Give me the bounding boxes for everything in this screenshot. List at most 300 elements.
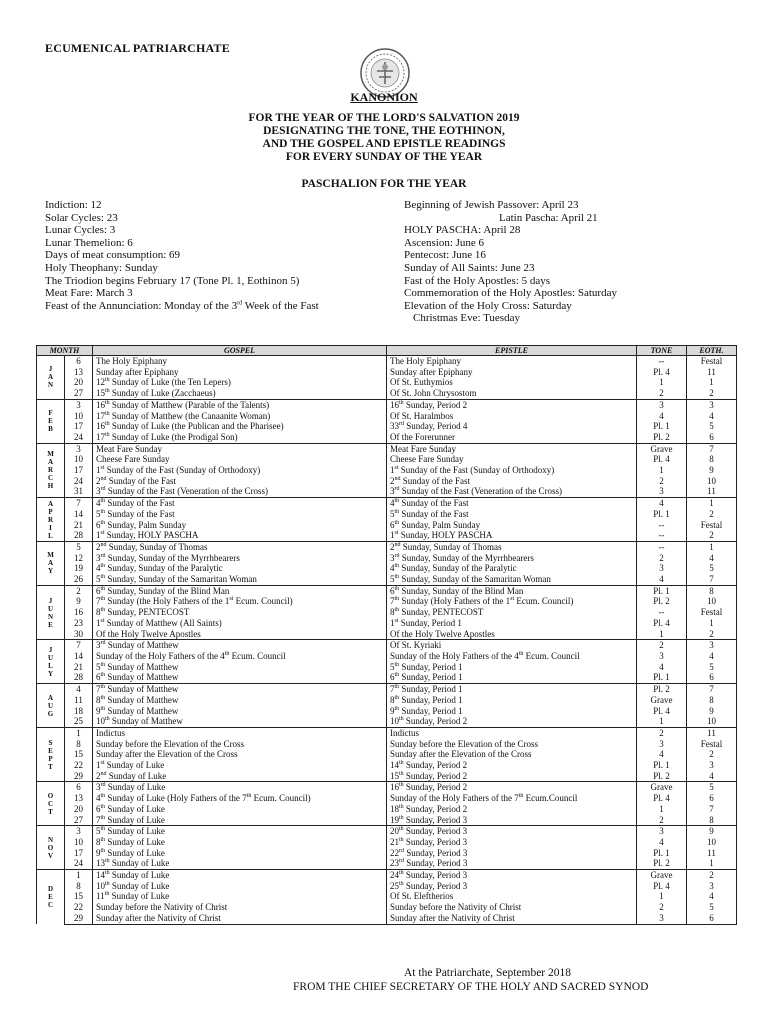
eothinon-cell: 7	[687, 443, 737, 454]
tone-cell: 1	[637, 377, 687, 388]
day-cell: 18	[65, 706, 93, 717]
table-row	[37, 706, 737, 717]
day-cell: 7	[65, 498, 93, 509]
month-letter: E	[48, 417, 53, 426]
day-cell: 29	[65, 771, 93, 782]
table-row	[37, 749, 737, 760]
day-cell: 20	[65, 804, 93, 815]
table-row	[37, 870, 737, 881]
day-cell: 26	[65, 574, 93, 585]
epistle-cell: 5th Sunday, Sunday of the Samaritan Woman	[387, 574, 637, 585]
gospel-cell: 16th Sunday of Matthew (Parable of the Talents)	[93, 399, 387, 410]
month-label	[37, 826, 65, 870]
gospel-cell: 6th Sunday of Luke	[93, 804, 387, 815]
table-row	[37, 672, 737, 683]
eothinon-cell: 5	[687, 902, 737, 913]
gospel-cell: 3rd Sunday of the Fast (Veneration of the Cross)	[93, 486, 387, 497]
gospel-cell: 5th Sunday of Matthew	[93, 662, 387, 673]
day-cell: 30	[65, 629, 93, 640]
eothinon-cell: 8	[687, 585, 737, 596]
table-row	[37, 530, 737, 541]
table-row	[37, 891, 737, 902]
table-row	[37, 585, 737, 596]
table-row	[37, 541, 737, 552]
month-letter: C	[47, 799, 54, 808]
tone-cell: 3	[637, 739, 687, 750]
table-row	[37, 563, 737, 574]
table-row	[37, 727, 737, 738]
gospel-cell: 9th Sunday of Luke	[93, 848, 387, 859]
month-letter: I	[49, 523, 52, 532]
month-letter: J	[48, 596, 53, 605]
epistle-cell: Indictus	[387, 727, 637, 738]
tone-cell: 1	[637, 629, 687, 640]
epistle-cell: 6th Sunday, Palm Sunday	[387, 520, 637, 531]
month-letter: N	[47, 612, 54, 621]
day-cell: 6	[65, 782, 93, 793]
month-letter: J	[48, 645, 53, 654]
paschalion-right-item: Christmas Eve: Tuesday	[413, 312, 520, 325]
month-group	[37, 585, 737, 640]
day-cell: 22	[65, 902, 93, 913]
day-cell: 3	[65, 399, 93, 410]
table-row	[37, 782, 737, 793]
epistle-cell: Of the Forerunner	[387, 432, 637, 443]
tone-cell: Pl. 1	[637, 421, 687, 432]
eothinon-cell: 4	[687, 411, 737, 422]
eothinon-cell: 11	[687, 848, 737, 859]
month-letter: C	[47, 901, 54, 910]
gospel-cell: Sunday of the Holy Fathers of the 4th Ecum. Council	[93, 651, 387, 662]
day-cell: 28	[65, 672, 93, 683]
tone-cell: 1	[637, 716, 687, 727]
epistle-cell: 3rd Sunday, Sunday of the Myrrhbearers	[387, 553, 637, 564]
epistle-cell: 5th Sunday of the Fast	[387, 509, 637, 520]
paschalion-left-item: The Triodion begins February 17 (Tone Pl. 1, Eothinon 5)	[45, 274, 300, 287]
eothinon-cell: 4	[687, 553, 737, 564]
tone-cell: Pl. 4	[637, 881, 687, 892]
paschalion-right-item: Ascension: June 6	[404, 236, 485, 249]
day-cell: 24	[65, 858, 93, 869]
month-group	[37, 443, 737, 498]
eothinon-cell: 5	[687, 421, 737, 432]
epistle-cell: Of St. Kyriaki	[387, 640, 637, 651]
eothinon-cell: 5	[687, 563, 737, 574]
tone-cell: Pl. 2	[637, 432, 687, 443]
month-group	[37, 826, 737, 870]
month-letter: J	[48, 365, 53, 374]
table-row	[37, 771, 737, 782]
column-header-gospel: GOSPEL	[93, 346, 387, 356]
table-row	[37, 902, 737, 913]
gospel-cell: 17th Sunday of Matthew (the Canaanite Woman)	[93, 411, 387, 422]
month-label	[37, 399, 65, 443]
tone-cell: --	[637, 520, 687, 531]
tone-cell: Pl. 4	[637, 793, 687, 804]
table-row	[37, 367, 737, 378]
eothinon-cell: 2	[687, 870, 737, 881]
day-cell: 11	[65, 695, 93, 706]
table-row	[37, 684, 737, 695]
document-subtitle	[0, 112, 768, 164]
day-cell: 15	[65, 891, 93, 902]
day-cell: 24	[65, 476, 93, 487]
epistle-cell: 22rd Sunday, Period 3	[387, 848, 637, 859]
epistle-cell: Of St. Euthymios	[387, 377, 637, 388]
epistle-cell: 7th Sunday, Period 1	[387, 684, 637, 695]
footer-signature-line: FROM THE CHIEF SECRETARY OF THE HOLY AND SACRED SYNOD	[293, 981, 649, 993]
day-cell: 31	[65, 486, 93, 497]
tone-cell: Pl. 4	[637, 618, 687, 629]
month-letter: V	[47, 851, 54, 860]
epistle-cell: Sunday of the Holy Fathers of the 4th Ecum. Council	[387, 651, 637, 662]
tone-cell: 3	[637, 913, 687, 924]
epistle-cell: 1st Sunday, HOLY PASCHA	[387, 530, 637, 541]
gospel-cell: Sunday before the Elevation of the Cross	[93, 739, 387, 750]
table-row	[37, 356, 737, 367]
tone-cell: 1	[637, 804, 687, 815]
tone-cell: --	[637, 607, 687, 618]
tone-cell: Grave	[637, 870, 687, 881]
tone-cell: 3	[637, 486, 687, 497]
tone-cell: Grave	[637, 695, 687, 706]
gospel-cell: 7th Sunday (the Holy Fathers of the 1st Ecum. Council)	[93, 596, 387, 607]
month-letter: M	[47, 551, 54, 560]
day-cell: 28	[65, 530, 93, 541]
month-group	[37, 727, 737, 782]
gospel-cell: Meat Fare Sunday	[93, 443, 387, 454]
month-letter: P	[48, 754, 53, 763]
footer-date: At the Patriarchate, September 2018	[404, 967, 572, 979]
tone-cell: Pl. 2	[637, 596, 687, 607]
month-group	[37, 870, 737, 925]
column-header-epistle: EPISTLE	[387, 346, 637, 356]
epistle-cell: 1st Sunday, Period 1	[387, 618, 637, 629]
gospel-cell: 3rd Sunday of Luke	[93, 782, 387, 793]
month-letter: T	[48, 807, 53, 816]
tone-cell: 3	[637, 826, 687, 837]
table-row	[37, 432, 737, 443]
table-row	[37, 793, 737, 804]
gospel-cell: 15th Sunday of Luke (Zacchaeus)	[93, 388, 387, 399]
gospel-cell: 8th Sunday of Luke	[93, 837, 387, 848]
day-cell: 25	[65, 716, 93, 727]
day-cell: 3	[65, 443, 93, 454]
tone-cell: 4	[637, 498, 687, 509]
tone-cell: 2	[637, 388, 687, 399]
table-row	[37, 837, 737, 848]
tone-cell: Pl. 4	[637, 454, 687, 465]
table-row	[37, 716, 737, 727]
eothinon-cell: 6	[687, 672, 737, 683]
eothinon-cell: 9	[687, 826, 737, 837]
tone-cell: Pl. 4	[637, 367, 687, 378]
tone-cell: --	[637, 530, 687, 541]
eothinon-cell: Festal	[687, 739, 737, 750]
gospel-cell: 7th Sunday of Luke	[93, 815, 387, 826]
table-row	[37, 520, 737, 531]
tone-cell: 1	[637, 465, 687, 476]
eothinon-cell: 1	[687, 541, 737, 552]
tone-cell: 4	[637, 662, 687, 673]
tone-cell: Pl. 2	[637, 771, 687, 782]
gospel-cell: 17th Sunday of Luke (the Prodigal Son)	[93, 432, 387, 443]
gospel-cell: Sunday after the Nativity of Christ	[93, 913, 387, 924]
gospel-cell: 14th Sunday of Luke	[93, 870, 387, 881]
gospel-cell: Sunday before the Nativity of Christ	[93, 902, 387, 913]
subtitle-line: FOR EVERY SUNDAY OF THE YEAR	[285, 151, 483, 163]
table-row	[37, 596, 737, 607]
tone-cell: 4	[637, 837, 687, 848]
month-letter: L	[48, 531, 53, 540]
epistle-cell: Cheese Fare Sunday	[387, 454, 637, 465]
paschalion-right-item: Sunday of All Saints: June 23	[404, 261, 535, 274]
tone-cell: 2	[637, 476, 687, 487]
gospel-cell: The Holy Epiphany	[93, 356, 387, 367]
table-row	[37, 454, 737, 465]
paschalion-left-item: Days of meat consumption: 69	[45, 249, 181, 262]
month-letter: U	[47, 653, 54, 662]
eothinon-cell: 2	[687, 749, 737, 760]
epistle-cell: 9th Sunday, Period 1	[387, 706, 637, 717]
gospel-cell: Of the Holy Twelve Apostles	[93, 629, 387, 640]
gospel-cell: 9th Sunday of Matthew	[93, 706, 387, 717]
table-row	[37, 498, 737, 509]
eothinon-cell: 10	[687, 596, 737, 607]
month-label	[37, 684, 65, 728]
day-cell: 17	[65, 848, 93, 859]
epistle-cell: Sunday after Epiphany	[387, 367, 637, 378]
day-cell: 7	[65, 640, 93, 651]
month-label	[37, 356, 65, 400]
eothinon-cell: 4	[687, 651, 737, 662]
month-letter: L	[48, 661, 53, 670]
tone-cell: Grave	[637, 443, 687, 454]
table-row	[37, 848, 737, 859]
table-row	[37, 695, 737, 706]
eothinon-cell: 7	[687, 684, 737, 695]
tone-cell: 2	[637, 815, 687, 826]
month-letter: F	[48, 409, 53, 418]
table-row	[37, 640, 737, 651]
section-title: PASCHALION FOR THE YEAR	[301, 178, 467, 190]
tone-cell: 2	[637, 640, 687, 651]
month-letter: A	[47, 693, 54, 702]
day-cell: 6	[65, 356, 93, 367]
month-letter: M	[47, 450, 54, 459]
epistle-cell: Sunday before the Nativity of Christ	[387, 902, 637, 913]
month-group	[37, 498, 737, 542]
day-cell: 2	[65, 585, 93, 596]
table-row	[37, 881, 737, 892]
month-letter: H	[47, 482, 54, 491]
epistle-cell: Of St. Eleftherios	[387, 891, 637, 902]
table-row	[37, 574, 737, 585]
day-cell: 22	[65, 760, 93, 771]
subtitle-line: FOR THE YEAR OF THE LORD'S SALVATION 2019	[248, 112, 520, 124]
gospel-cell: Indictus	[93, 727, 387, 738]
month-letter: E	[48, 893, 53, 902]
month-group	[37, 640, 737, 684]
month-label	[37, 443, 65, 498]
gospel-cell: 5th Sunday of Luke	[93, 826, 387, 837]
epistle-cell: Of St. John Chrysostom	[387, 388, 637, 399]
gospel-cell: 2nd Sunday of Luke	[93, 771, 387, 782]
day-cell: 10	[65, 454, 93, 465]
table-row	[37, 421, 737, 432]
epistle-cell: Sunday before the Elevation of the Cross	[387, 739, 637, 750]
epistle-cell: 6th Sunday, Period 1	[387, 672, 637, 683]
gospel-cell: 4th Sunday, Sunday of the Paralytic	[93, 563, 387, 574]
day-cell: 19	[65, 563, 93, 574]
day-cell: 17	[65, 465, 93, 476]
gospel-cell: 3rd Sunday, Sunday of the Myrrhbearers	[93, 553, 387, 564]
gospel-cell: 2nd Sunday, Sunday of Thomas	[93, 541, 387, 552]
gospel-cell: 5th Sunday of the Fast	[93, 509, 387, 520]
epistle-cell: 8th Sunday, Period 1	[387, 695, 637, 706]
paschalion-right-item: Latin Pascha: April 21	[499, 211, 598, 224]
column-header-eothinon: EOTH.	[687, 346, 737, 356]
epistle-cell: 19th Sunday, Period 3	[387, 815, 637, 826]
eothinon-cell: 7	[687, 804, 737, 815]
eothinon-cell: 8	[687, 815, 737, 826]
table-row	[37, 760, 737, 771]
tone-cell: 4	[637, 749, 687, 760]
tone-cell: 2	[637, 553, 687, 564]
month-group	[37, 782, 737, 826]
gospel-cell: 4th Sunday of Luke (Holy Fathers of the 7th Ecum. Council)	[93, 793, 387, 804]
table-row	[37, 377, 737, 388]
readings-table	[36, 345, 737, 925]
epistle-cell: 16th Sunday, Period 2	[387, 399, 637, 410]
gospel-cell: 7th Sunday of Matthew	[93, 684, 387, 695]
day-cell: 20	[65, 377, 93, 388]
month-letter: G	[47, 709, 54, 718]
day-cell: 14	[65, 651, 93, 662]
gospel-cell: 12th Sunday of Luke (the Ten Lepers)	[93, 377, 387, 388]
month-letter: R	[47, 515, 54, 524]
day-cell: 12	[65, 553, 93, 564]
epistle-cell: 3rd Sunday of the Fast (Veneration of the Cross)	[387, 486, 637, 497]
day-cell: 21	[65, 662, 93, 673]
tone-cell: 2	[637, 902, 687, 913]
month-letter: D	[47, 885, 54, 894]
epistle-cell: 8th Sunday, PENTECOST	[387, 607, 637, 618]
gospel-cell: 5th Sunday, Sunday of the Samaritan Woman	[93, 574, 387, 585]
gospel-cell: 10th Sunday of Luke	[93, 881, 387, 892]
table-row	[37, 913, 737, 924]
eothinon-cell: 2	[687, 530, 737, 541]
month-letter: A	[47, 458, 54, 467]
eothinon-cell: 10	[687, 716, 737, 727]
day-cell: 16	[65, 607, 93, 618]
eothinon-cell: 8	[687, 454, 737, 465]
epistle-cell: 16th Sunday, Period 2	[387, 782, 637, 793]
table-row	[37, 399, 737, 410]
table-row	[37, 486, 737, 497]
epistle-cell: Of the Holy Twelve Apostles	[387, 629, 637, 640]
month-label	[37, 782, 65, 826]
tone-cell: 3	[637, 563, 687, 574]
gospel-cell: 1st Sunday of the Fast (Sunday of Orthodoxy)	[93, 465, 387, 476]
table-row	[37, 509, 737, 520]
column-header-tone: TONE	[637, 346, 687, 356]
month-label	[37, 640, 65, 684]
eothinon-cell: 7	[687, 574, 737, 585]
day-cell: 8	[65, 739, 93, 750]
gospel-cell: 6th Sunday, Palm Sunday	[93, 520, 387, 531]
eothinon-cell: 6	[687, 793, 737, 804]
epistle-cell: 14th Sunday, Period 2	[387, 760, 637, 771]
day-cell: 1	[65, 870, 93, 881]
epistle-cell: 10th Sunday, Period 2	[387, 716, 637, 727]
month-letter: T	[48, 762, 53, 771]
table-row	[37, 858, 737, 869]
table-row	[37, 388, 737, 399]
tone-cell: Pl. 2	[637, 684, 687, 695]
tone-cell: Grave	[637, 782, 687, 793]
month-label	[37, 727, 65, 782]
month-label	[37, 541, 65, 585]
tone-cell: Pl. 1	[637, 585, 687, 596]
paschalion-right-list	[404, 199, 734, 325]
day-cell: 10	[65, 837, 93, 848]
month-letter: A	[47, 373, 54, 382]
gospel-cell: 8th Sunday of Matthew	[93, 695, 387, 706]
gospel-cell: 2nd Sunday of the Fast	[93, 476, 387, 487]
table-row	[37, 629, 737, 640]
document-title: KANONION	[350, 90, 418, 104]
tone-cell: 2	[637, 727, 687, 738]
tone-cell: 1	[637, 891, 687, 902]
epistle-cell: The Holy Epiphany	[387, 356, 637, 367]
eothinon-cell: 4	[687, 771, 737, 782]
paschalion-left-item: Solar Cycles: 23	[45, 211, 118, 224]
eothinon-cell: Festal	[687, 520, 737, 531]
table-row	[37, 553, 737, 564]
eothinon-cell: 1	[687, 377, 737, 388]
day-cell: 13	[65, 367, 93, 378]
epistle-cell: 1st Sunday of the Fast (Sunday of Orthodoxy)	[387, 465, 637, 476]
paschalion-left-item: Feast of the Annunciation: Monday of the 3rd Week of the Fast	[45, 299, 319, 312]
tone-cell: Pl. 1	[637, 672, 687, 683]
epistle-cell: 4th Sunday of the Fast	[387, 498, 637, 509]
month-letter: S	[48, 738, 53, 747]
epistle-cell: 4th Sunday, Sunday of the Paralytic	[387, 563, 637, 574]
gospel-cell: 1st Sunday, HOLY PASCHA	[93, 530, 387, 541]
day-cell: 29	[65, 913, 93, 924]
eothinon-cell: 1	[687, 618, 737, 629]
month-letter: R	[47, 466, 54, 475]
table-row	[37, 739, 737, 750]
month-letter: E	[48, 746, 53, 755]
tone-cell: --	[637, 541, 687, 552]
eothinon-cell: 2	[687, 509, 737, 520]
month-letter: O	[47, 791, 54, 800]
month-group	[37, 541, 737, 585]
eothinon-cell: 3	[687, 760, 737, 771]
table-row	[37, 607, 737, 618]
month-letter: N	[47, 381, 54, 390]
day-cell: 5	[65, 541, 93, 552]
column-header-month: MONTH	[37, 346, 93, 356]
gospel-cell: 13th Sunday of Luke	[93, 858, 387, 869]
eothinon-cell: 5	[687, 782, 737, 793]
eothinon-cell: 2	[687, 388, 737, 399]
epistle-cell: 15th Sunday, Period 2	[387, 771, 637, 782]
paschalion-right-item: HOLY PASCHA: April 28	[404, 224, 521, 237]
month-letter: A	[47, 559, 54, 568]
